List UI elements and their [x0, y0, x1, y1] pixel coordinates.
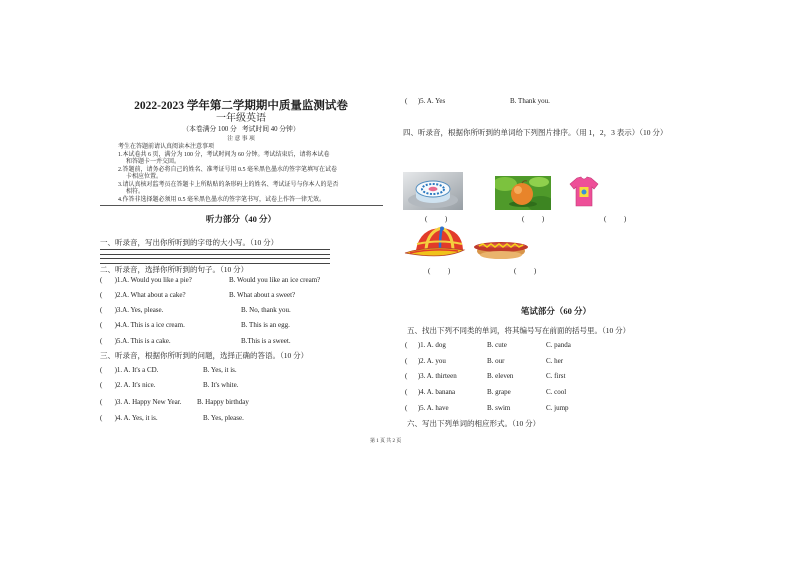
question-option-a: ( )5. A. have [405, 403, 449, 412]
question-option-b: B. cute [487, 340, 507, 349]
notice-line: 3.请认真核对监考员在答题卡上所粘贴的条形码上的姓名、考试证号与你本人的是否 [118, 181, 339, 188]
cap-icon [402, 225, 467, 262]
question-option-b: B. our [487, 356, 505, 365]
question-option-a: ( )3. A. Happy New Year. [100, 397, 182, 406]
part5-instruction: 五、找出下列不同类的单词，将其编号写在前面的括号里。（10 分） [407, 326, 631, 335]
question-option-b: B.This is a sweet. [241, 336, 291, 345]
picture-answer-blank: ( ) [522, 214, 545, 223]
question-option-a: ( )4.A. This is a ice cream. [100, 320, 185, 329]
question-option-a: ( )4. A. banana [405, 387, 456, 396]
writing-line [100, 258, 330, 259]
question-option-a: ( )1.A. Would you like a pie? [100, 275, 192, 284]
written-heading: 笔试部分（60 分） [520, 305, 592, 316]
question-option-b: B. Happy birthday [197, 397, 249, 406]
cake-icon [403, 172, 463, 210]
notice-line: 2.答题前，请务必将自己的姓名、准考证号用 0.5 毫米黑色墨水的签字笔填写在试卷 [118, 166, 338, 173]
question-option-a: ( )1. A. dog [405, 340, 446, 349]
question-option-b: B. No, thank you. [241, 305, 291, 314]
question-option-b: B. Thank you. [510, 96, 550, 105]
question-option-c: C. jump [546, 403, 569, 412]
question-option-c: C. first [546, 371, 566, 380]
part6-instruction: 六、写出下列单词的相应形式。（10 分） [407, 419, 541, 428]
question-option-b: B. Yes, please. [203, 413, 244, 422]
part1-instruction: 一、听录音，写出你所听到的字母的大小写。（10 分） [100, 238, 279, 247]
question-option-a: ( )4. A. Yes, it is. [100, 413, 158, 422]
t-shirt-icon [568, 175, 600, 209]
question-option-a: ( )1. A. It's a CD. [100, 365, 159, 374]
notice-line: 1.本试卷共 6 页，满分为 100 分，考试时间为 60 分钟。考试结束后，请将本试卷 [118, 151, 330, 158]
question-option-b: B. grape [487, 387, 511, 396]
question-option-a: ( )3.A. Yes, please. [100, 305, 164, 314]
part4-instruction: 四、听录音，根据你所听到的单词给下列图片排序。（用 1，2，3 表示）（10 分） [403, 128, 668, 137]
exam-meta: （本卷满分 100 分 考试时间 40 分钟） [182, 126, 300, 133]
question-option-c: C. panda [546, 340, 571, 349]
question-option-a: ( )2. A. you [405, 356, 446, 365]
picture-answer-blank: ( ) [428, 266, 451, 275]
notice-divider [100, 205, 383, 206]
question-option-c: C. her [546, 356, 564, 365]
question-option-a: ( )5.A. This is a cake. [100, 336, 171, 345]
question-option-b: B. Yes, it is. [203, 365, 237, 374]
writing-line [100, 263, 330, 264]
question-option-a: ( )2.A. What about a cake? [100, 290, 186, 299]
question-option-a: ( )3. A. thirteen [405, 371, 457, 380]
hot-dog-icon [473, 232, 530, 262]
question-option-b: B. swim [487, 403, 511, 412]
notice-line: 相符。 [126, 189, 145, 195]
question-option-a: ( )2. A. It's nice. [100, 380, 156, 389]
part2-instruction: 二、听录音，选择你所听到的句子。（10 分） [100, 265, 249, 274]
question-option-b: B. It's white. [203, 380, 239, 389]
question-option-b: B. This is an egg. [241, 320, 290, 329]
writing-line [100, 254, 330, 255]
question-option-b: B. What about a sweet? [229, 290, 296, 299]
exam-title: 2022-2023 学年第二学期期中质量监测试卷 [134, 100, 348, 112]
notice-line: 和答题卡一并交回。 [126, 159, 181, 165]
picture-answer-blank: ( ) [425, 214, 448, 223]
listening-heading: 听力部分（40 分） [205, 213, 277, 224]
exam-subtitle: 一年级英语 [216, 113, 266, 124]
notice-heading: 注 意 事 项 [227, 135, 255, 142]
notice-line: 卡相应位置。 [126, 174, 163, 180]
question-option-c: C. cool [546, 387, 567, 396]
question-option-b: B. Would you like an ice cream? [229, 275, 321, 284]
orange-icon [495, 176, 551, 210]
part3-instruction: 三、听录音，根据你所听到的问题，选择正确的答语。（10 分） [100, 351, 309, 360]
writing-line [100, 249, 330, 250]
picture-answer-blank: ( ) [604, 214, 627, 223]
picture-answer-blank: ( ) [514, 266, 537, 275]
notice-line: 4.作答非选择题必须用 0.5 毫米黑色墨水的签字笔书写，试卷上作答一律无效。 [118, 196, 326, 203]
question-option-b: B. eleven [487, 371, 514, 380]
question-option-a: ( )5. A. Yes [405, 96, 446, 105]
notice-line: 考生在答题前请认真阅读本注意事项 [118, 144, 215, 150]
page-number: 第 1 页 共 2 页 [370, 438, 402, 444]
